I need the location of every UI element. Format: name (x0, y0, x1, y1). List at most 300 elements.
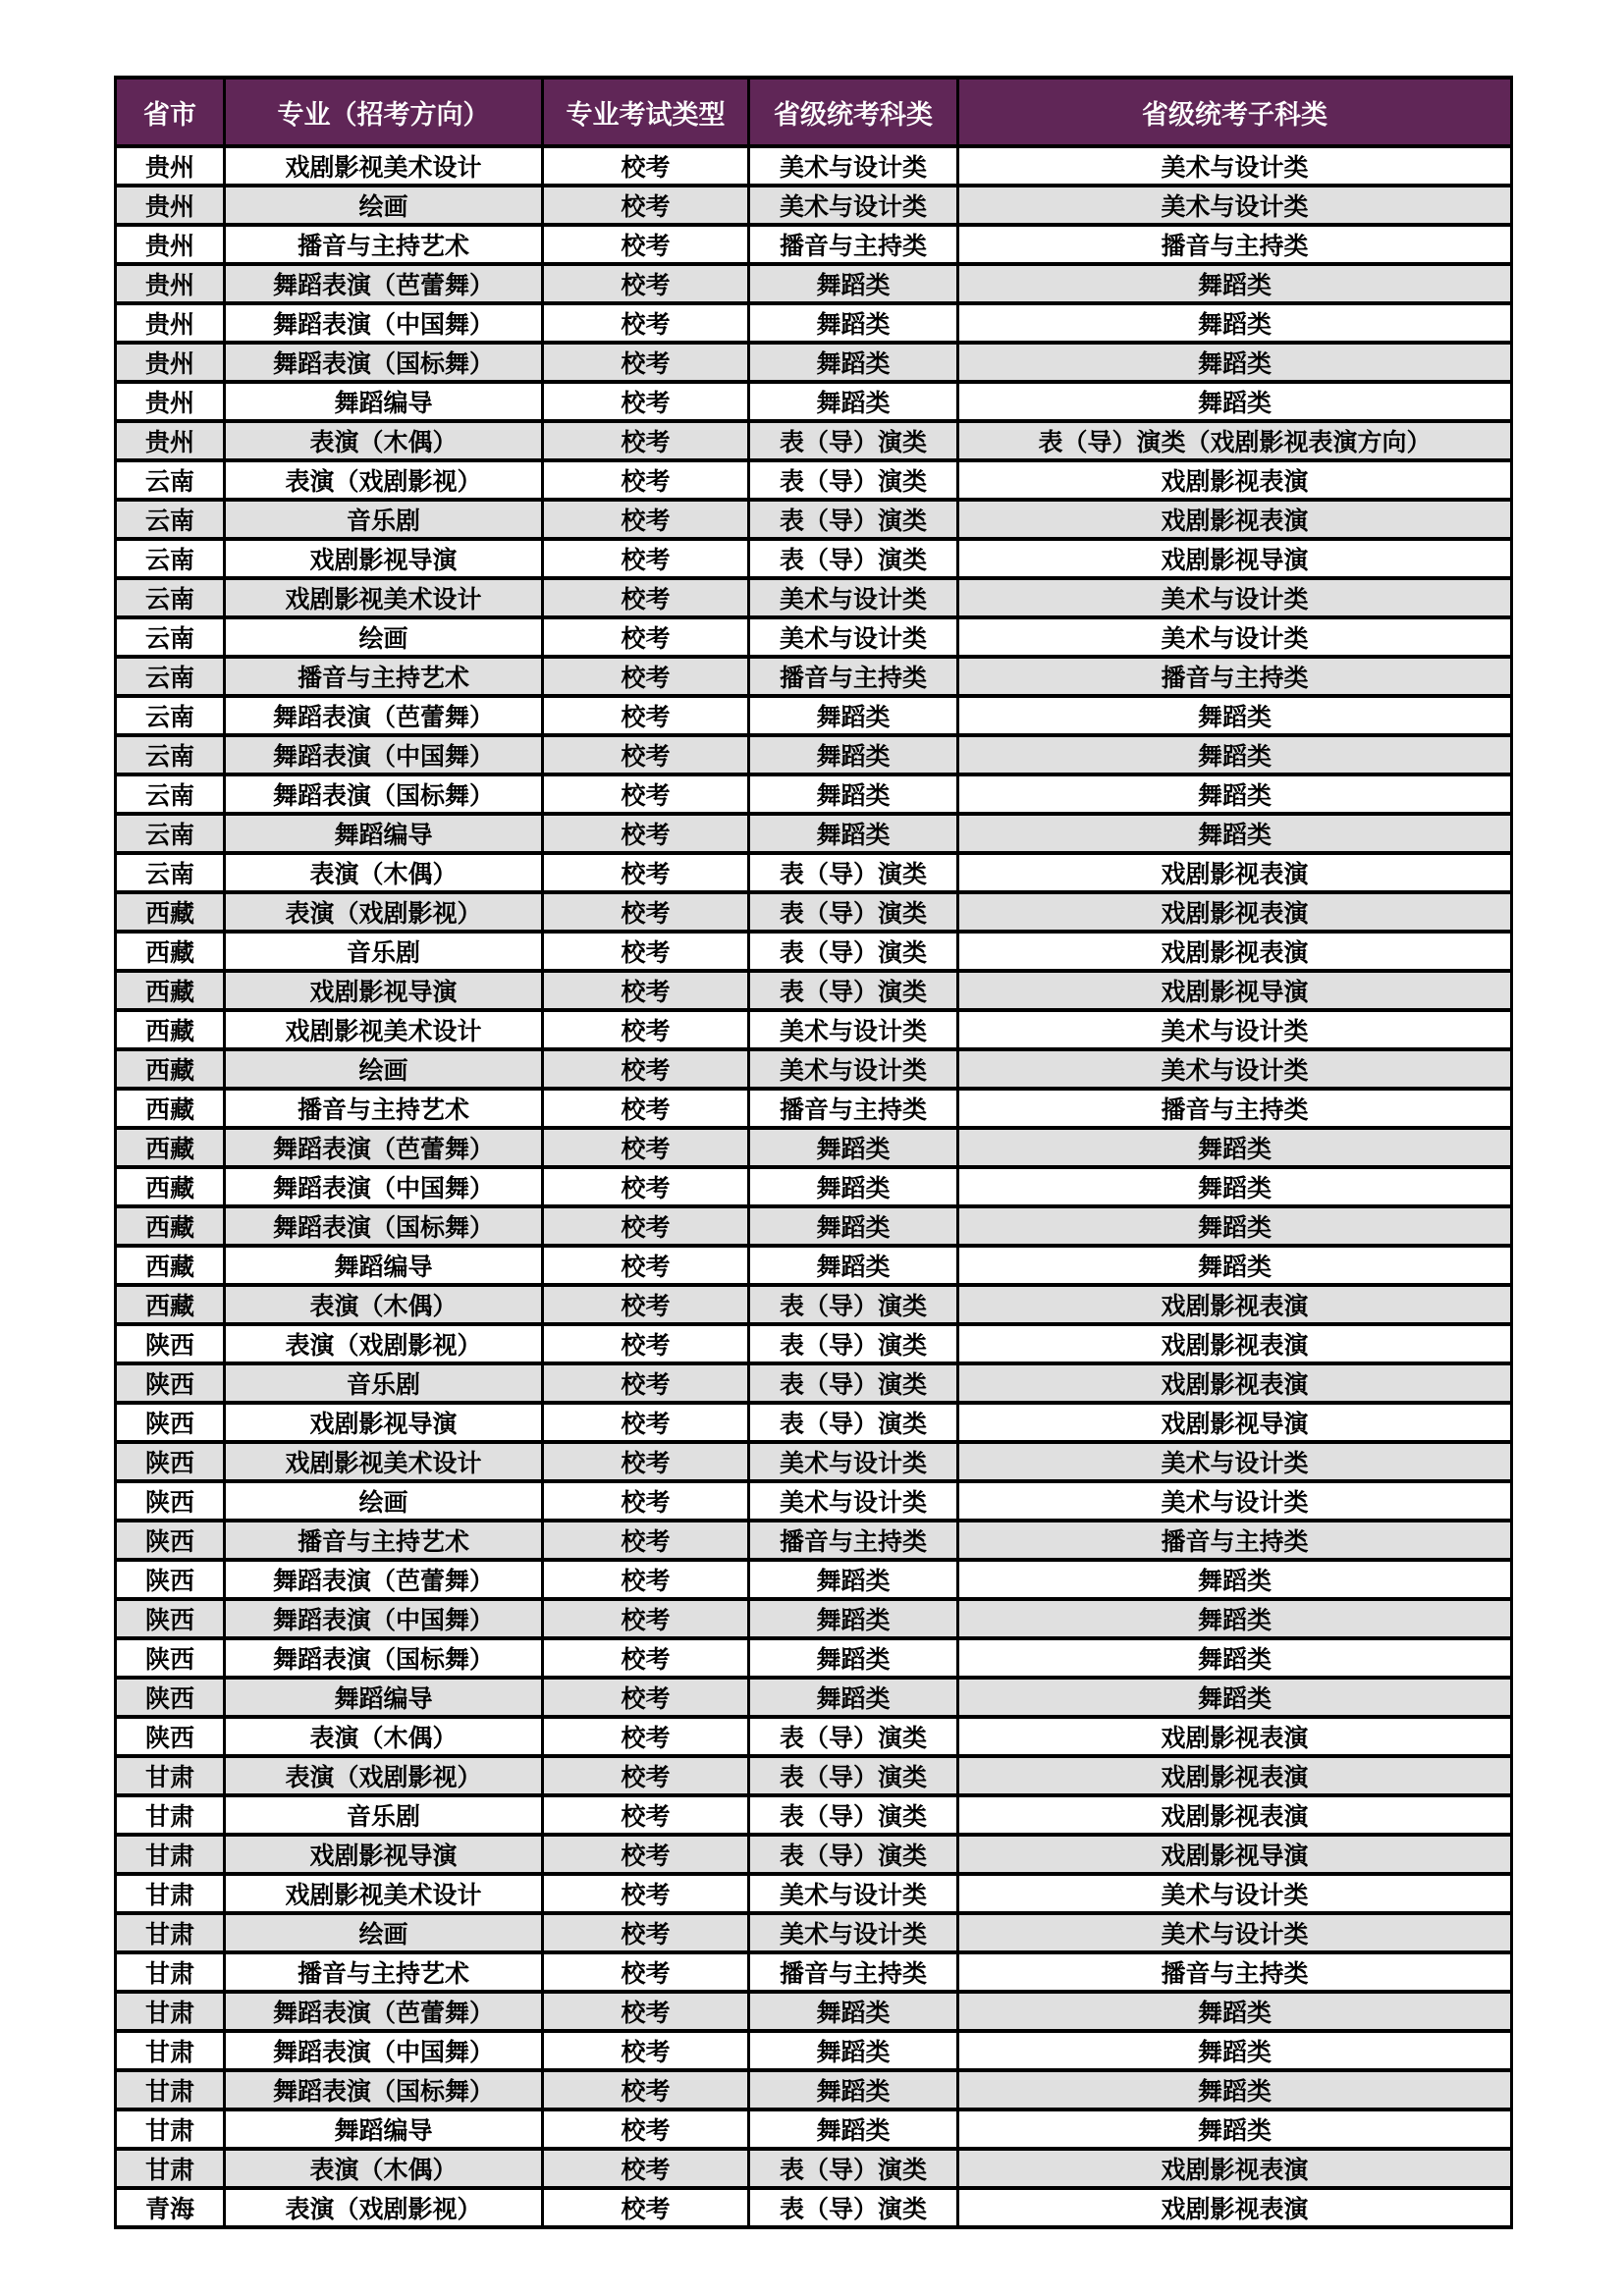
table-cell: 播音与主持类 (749, 225, 958, 264)
table-row (116, 1874, 1512, 1913)
table-cell: 戏剧影视导演 (958, 539, 1512, 578)
table-cell: 戏剧影视导演 (225, 1403, 543, 1442)
table-cell: 绘画 (225, 1481, 543, 1521)
table-row (116, 971, 1512, 1010)
table-row (116, 1246, 1512, 1285)
table-cell: 播音与主持艺术 (225, 657, 543, 696)
table-cell: 音乐剧 (225, 500, 543, 539)
table-row (116, 1678, 1512, 1717)
table-cell: 校考 (543, 696, 749, 735)
table-cell: 贵州 (116, 303, 225, 343)
table-cell: 舞蹈表演（芭蕾舞） (225, 696, 543, 735)
table-cell: 表（导）演类 (749, 2188, 958, 2227)
table-cell: 美术与设计类 (958, 1913, 1512, 1952)
table-cell: 舞蹈类 (749, 343, 958, 382)
table-cell: 绘画 (225, 1913, 543, 1952)
table-cell: 舞蹈类 (749, 1246, 958, 1285)
table-cell: 戏剧影视表演 (958, 500, 1512, 539)
table-cell: 陕西 (116, 1363, 225, 1403)
table-cell: 表（导）演类 (749, 1795, 958, 1835)
table-row (116, 814, 1512, 853)
table-cell: 陕西 (116, 1638, 225, 1678)
table-cell: 戏剧影视表演 (958, 892, 1512, 932)
table-cell: 舞蹈类 (749, 2070, 958, 2109)
table-cell: 校考 (543, 1599, 749, 1638)
table-cell: 校考 (543, 774, 749, 814)
column-header-unified-exam-category: 省级统考科类 (749, 78, 958, 146)
table-cell: 表（导）演类 (749, 971, 958, 1010)
table-cell: 西藏 (116, 1010, 225, 1049)
table-cell: 戏剧影视美术设计 (225, 1010, 543, 1049)
table-cell: 贵州 (116, 146, 225, 186)
table-row (116, 1560, 1512, 1599)
table-row (116, 1403, 1512, 1442)
table-cell: 校考 (543, 735, 749, 774)
table-cell: 绘画 (225, 1049, 543, 1089)
table-cell: 播音与主持艺术 (225, 1089, 543, 1128)
table-cell: 校考 (543, 2188, 749, 2227)
table-cell: 舞蹈类 (958, 1678, 1512, 1717)
table-cell: 舞蹈类 (749, 1992, 958, 2031)
table-row (116, 460, 1512, 500)
table-cell: 云南 (116, 774, 225, 814)
table-cell: 校考 (543, 382, 749, 421)
table-cell: 表（导）演类 (749, 853, 958, 892)
table-cell: 校考 (543, 1952, 749, 1992)
table-cell: 舞蹈类 (958, 1638, 1512, 1678)
table-cell: 云南 (116, 539, 225, 578)
table-cell: 校考 (543, 225, 749, 264)
table-cell: 表演（戏剧影视） (225, 460, 543, 500)
table-cell: 校考 (543, 1049, 749, 1089)
table-cell: 美术与设计类 (958, 1481, 1512, 1521)
table-cell: 舞蹈编导 (225, 814, 543, 853)
table-cell: 校考 (543, 1717, 749, 1756)
table-cell: 陕西 (116, 1442, 225, 1481)
table-cell: 校考 (543, 1481, 749, 1521)
table-cell: 校考 (543, 186, 749, 225)
table-cell: 表演（戏剧影视） (225, 1324, 543, 1363)
table-cell: 戏剧影视表演 (958, 2188, 1512, 2227)
table-cell: 戏剧影视导演 (958, 1835, 1512, 1874)
table-cell: 校考 (543, 264, 749, 303)
table-cell: 音乐剧 (225, 1363, 543, 1403)
table-row (116, 2149, 1512, 2188)
table-cell: 西藏 (116, 1089, 225, 1128)
table-cell: 校考 (543, 932, 749, 971)
table-cell: 戏剧影视导演 (225, 539, 543, 578)
table-cell: 表（导）演类 (749, 500, 958, 539)
table-cell: 贵州 (116, 382, 225, 421)
table-row (116, 1952, 1512, 1992)
table-cell: 戏剧影视表演 (958, 1756, 1512, 1795)
table-cell: 美术与设计类 (749, 1442, 958, 1481)
table-cell: 校考 (543, 460, 749, 500)
table-cell: 表（导）演类 (749, 460, 958, 500)
table-cell: 西藏 (116, 1246, 225, 1285)
table-cell: 校考 (543, 500, 749, 539)
column-header-exam-type: 专业考试类型 (543, 78, 749, 146)
table-row (116, 382, 1512, 421)
table-row (116, 539, 1512, 578)
table-cell: 戏剧影视表演 (958, 853, 1512, 892)
table-cell: 戏剧影视表演 (958, 932, 1512, 971)
table-row (116, 1324, 1512, 1363)
table-row (116, 1481, 1512, 1521)
table-cell: 表演（戏剧影视） (225, 892, 543, 932)
table-cell: 表（导）演类 (749, 2149, 958, 2188)
table-cell: 舞蹈类 (958, 1246, 1512, 1285)
table-cell: 绘画 (225, 617, 543, 657)
table-cell: 舞蹈类 (749, 264, 958, 303)
table-row (116, 1363, 1512, 1403)
table-cell: 戏剧影视表演 (958, 1324, 1512, 1363)
table-cell: 贵州 (116, 264, 225, 303)
table-cell: 表（导）演类 (749, 1285, 958, 1324)
table-cell: 舞蹈类 (958, 264, 1512, 303)
table-cell: 美术与设计类 (958, 1874, 1512, 1913)
table-cell: 舞蹈类 (749, 1678, 958, 1717)
table-row (116, 1049, 1512, 1089)
table-cell: 播音与主持类 (749, 1952, 958, 1992)
table-cell: 云南 (116, 500, 225, 539)
table-cell: 播音与主持艺术 (225, 1952, 543, 1992)
table-cell: 甘肃 (116, 1756, 225, 1795)
table-cell: 播音与主持类 (958, 1952, 1512, 1992)
table-cell: 校考 (543, 2149, 749, 2188)
table-cell: 甘肃 (116, 1992, 225, 2031)
table-cell: 校考 (543, 1089, 749, 1128)
table-cell: 舞蹈表演（国标舞） (225, 1206, 543, 1246)
table-cell: 校考 (543, 1992, 749, 2031)
table-cell: 校考 (543, 1835, 749, 1874)
table-cell: 校考 (543, 892, 749, 932)
table-cell: 舞蹈类 (749, 303, 958, 343)
table-cell: 舞蹈编导 (225, 1678, 543, 1717)
table-cell: 舞蹈类 (958, 1206, 1512, 1246)
table-row (116, 1010, 1512, 1049)
table-cell: 表演（木偶） (225, 2149, 543, 2188)
table-cell: 云南 (116, 696, 225, 735)
table-cell: 校考 (543, 814, 749, 853)
table-cell: 舞蹈表演（中国舞） (225, 1167, 543, 1206)
table-cell: 校考 (543, 2031, 749, 2070)
table-row (116, 2031, 1512, 2070)
table-cell: 贵州 (116, 186, 225, 225)
table-cell: 陕西 (116, 1521, 225, 1560)
table-row (116, 1756, 1512, 1795)
table-cell: 西藏 (116, 971, 225, 1010)
table-cell: 舞蹈类 (958, 1992, 1512, 2031)
table-row (116, 1521, 1512, 1560)
table-cell: 表（导）演类 (749, 932, 958, 971)
table-row (116, 1795, 1512, 1835)
table-row (116, 303, 1512, 343)
table-cell: 播音与主持类 (958, 225, 1512, 264)
table-row (116, 225, 1512, 264)
table-row (116, 696, 1512, 735)
table-cell: 舞蹈类 (958, 382, 1512, 421)
table-cell: 舞蹈类 (958, 2070, 1512, 2109)
table-cell: 舞蹈类 (958, 1128, 1512, 1167)
table-cell: 表演（木偶） (225, 1717, 543, 1756)
table-cell: 播音与主持类 (749, 1521, 958, 1560)
table-cell: 美术与设计类 (749, 146, 958, 186)
table-cell: 舞蹈类 (958, 735, 1512, 774)
table-cell: 舞蹈类 (958, 1167, 1512, 1206)
table-cell: 戏剧影视表演 (958, 1717, 1512, 1756)
table-cell: 舞蹈类 (958, 2109, 1512, 2149)
table-cell: 戏剧影视美术设计 (225, 578, 543, 617)
table-row (116, 1128, 1512, 1167)
table-cell: 绘画 (225, 186, 543, 225)
table-row (116, 617, 1512, 657)
table-cell: 西藏 (116, 1206, 225, 1246)
table-cell: 校考 (543, 1167, 749, 1206)
table-cell: 播音与主持类 (958, 657, 1512, 696)
table-cell: 舞蹈类 (749, 1206, 958, 1246)
table-row (116, 500, 1512, 539)
table-cell: 云南 (116, 657, 225, 696)
table-cell: 贵州 (116, 421, 225, 460)
table-cell: 戏剧影视导演 (958, 1403, 1512, 1442)
table-cell: 校考 (543, 1285, 749, 1324)
column-header-unified-exam-subcategory: 省级统考子科类 (958, 78, 1512, 146)
table-row (116, 1638, 1512, 1678)
table-row (116, 657, 1512, 696)
table-cell: 西藏 (116, 932, 225, 971)
table-cell: 陕西 (116, 1678, 225, 1717)
table-cell: 陕西 (116, 1324, 225, 1363)
table-row (116, 421, 1512, 460)
table-cell: 表（导）演类 (749, 1363, 958, 1403)
table-cell: 校考 (543, 303, 749, 343)
table-cell: 甘肃 (116, 1874, 225, 1913)
table-row (116, 853, 1512, 892)
table-cell: 表演（戏剧影视） (225, 2188, 543, 2227)
table-row (116, 1599, 1512, 1638)
table-cell: 表（导）演类 (749, 1717, 958, 1756)
table-row (116, 1913, 1512, 1952)
table-cell: 舞蹈类 (749, 696, 958, 735)
table-cell: 校考 (543, 421, 749, 460)
table-cell: 戏剧影视美术设计 (225, 1874, 543, 1913)
table-cell: 舞蹈类 (958, 343, 1512, 382)
table-cell: 甘肃 (116, 1795, 225, 1835)
column-header-province: 省市 (116, 78, 225, 146)
table-cell: 美术与设计类 (749, 186, 958, 225)
table-cell: 美术与设计类 (958, 146, 1512, 186)
table-cell: 校考 (543, 1442, 749, 1481)
table-cell: 音乐剧 (225, 932, 543, 971)
table-cell: 表演（戏剧影视） (225, 1756, 543, 1795)
table-cell: 校考 (543, 1324, 749, 1363)
table-row (116, 1167, 1512, 1206)
table-row (116, 146, 1512, 186)
table-cell: 云南 (116, 735, 225, 774)
table-cell: 播音与主持艺术 (225, 225, 543, 264)
table-cell: 表（导）演类 (749, 1324, 958, 1363)
table-cell: 舞蹈类 (958, 1599, 1512, 1638)
table-row (116, 1835, 1512, 1874)
table-cell: 校考 (543, 2109, 749, 2149)
table-cell: 表演（木偶） (225, 421, 543, 460)
table-row (116, 264, 1512, 303)
table-cell: 表（导）演类（戏剧影视表演方向） (958, 421, 1512, 460)
table-cell: 校考 (543, 1560, 749, 1599)
table-cell: 舞蹈类 (749, 2031, 958, 2070)
table-row (116, 186, 1512, 225)
table-cell: 美术与设计类 (749, 617, 958, 657)
table-cell: 校考 (543, 578, 749, 617)
table-cell: 云南 (116, 814, 225, 853)
table-cell: 美术与设计类 (749, 1010, 958, 1049)
table-row (116, 1089, 1512, 1128)
table-cell: 表（导）演类 (749, 1835, 958, 1874)
table-cell: 校考 (543, 1246, 749, 1285)
table-cell: 舞蹈表演（国标舞） (225, 1638, 543, 1678)
table-row (116, 343, 1512, 382)
table-row (116, 1717, 1512, 1756)
table-cell: 甘肃 (116, 2031, 225, 2070)
table-row (116, 892, 1512, 932)
table-cell: 西藏 (116, 1128, 225, 1167)
table-cell: 甘肃 (116, 2109, 225, 2149)
table-cell: 舞蹈类 (749, 1599, 958, 1638)
table-cell: 甘肃 (116, 2149, 225, 2188)
table-cell: 舞蹈表演（中国舞） (225, 735, 543, 774)
table-cell: 陕西 (116, 1560, 225, 1599)
table-cell: 校考 (543, 539, 749, 578)
table-cell: 舞蹈类 (749, 1128, 958, 1167)
table-container (114, 76, 1513, 2229)
column-header-major: 专业（招考方向） (225, 78, 543, 146)
table-cell: 校考 (543, 1795, 749, 1835)
table-cell: 表（导）演类 (749, 892, 958, 932)
table-cell: 舞蹈类 (958, 696, 1512, 735)
table-cell: 贵州 (116, 343, 225, 382)
table-cell: 美术与设计类 (749, 1913, 958, 1952)
table-cell: 舞蹈编导 (225, 1246, 543, 1285)
table-header-row (116, 78, 1512, 146)
table-cell: 西藏 (116, 892, 225, 932)
table-cell: 舞蹈表演（芭蕾舞） (225, 264, 543, 303)
table-cell: 舞蹈类 (749, 382, 958, 421)
table-cell: 舞蹈编导 (225, 382, 543, 421)
table-row (116, 578, 1512, 617)
table-cell: 表演（木偶） (225, 853, 543, 892)
table-cell: 陕西 (116, 1599, 225, 1638)
table-cell: 美术与设计类 (749, 1481, 958, 1521)
table-row (116, 2188, 1512, 2227)
table-row (116, 1285, 1512, 1324)
table-cell: 戏剧影视导演 (225, 1835, 543, 1874)
table-cell: 戏剧影视表演 (958, 1285, 1512, 1324)
table-cell: 舞蹈类 (749, 774, 958, 814)
table-cell: 舞蹈表演（中国舞） (225, 303, 543, 343)
table-cell: 舞蹈类 (749, 1560, 958, 1599)
table-cell: 甘肃 (116, 1913, 225, 1952)
table-cell: 戏剧影视导演 (958, 971, 1512, 1010)
table-cell: 校考 (543, 343, 749, 382)
table-cell: 戏剧影视表演 (958, 2149, 1512, 2188)
table-cell: 播音与主持类 (749, 657, 958, 696)
table-cell: 校考 (543, 1403, 749, 1442)
table-cell: 表演（木偶） (225, 1285, 543, 1324)
table-cell: 舞蹈类 (749, 2109, 958, 2149)
table-cell: 陕西 (116, 1481, 225, 1521)
table-cell: 舞蹈类 (749, 1167, 958, 1206)
table-cell: 舞蹈类 (958, 774, 1512, 814)
table-cell: 美术与设计类 (958, 1442, 1512, 1481)
table-cell: 校考 (543, 1206, 749, 1246)
table-cell: 校考 (543, 1521, 749, 1560)
table-row (116, 1442, 1512, 1481)
table-cell: 播音与主持艺术 (225, 1521, 543, 1560)
table-row (116, 1206, 1512, 1246)
table-cell: 校考 (543, 657, 749, 696)
table-row (116, 774, 1512, 814)
table-cell: 舞蹈编导 (225, 2109, 543, 2149)
table-cell: 舞蹈表演（中国舞） (225, 1599, 543, 1638)
table-cell: 舞蹈类 (958, 814, 1512, 853)
table-cell: 校考 (543, 853, 749, 892)
table-cell: 云南 (116, 578, 225, 617)
table-cell: 舞蹈表演（芭蕾舞） (225, 1128, 543, 1167)
table-cell: 贵州 (116, 225, 225, 264)
table-cell: 播音与主持类 (958, 1089, 1512, 1128)
table-cell: 校考 (543, 146, 749, 186)
table-cell: 舞蹈表演（国标舞） (225, 343, 543, 382)
table-cell: 美术与设计类 (958, 1049, 1512, 1089)
table-cell: 戏剧影视表演 (958, 460, 1512, 500)
table-row (116, 2109, 1512, 2149)
table-row (116, 1992, 1512, 2031)
table-cell: 舞蹈表演（中国舞） (225, 2031, 543, 2070)
table-cell: 播音与主持类 (958, 1521, 1512, 1560)
table-cell: 云南 (116, 617, 225, 657)
table-cell: 表（导）演类 (749, 539, 958, 578)
table-cell: 播音与主持类 (749, 1089, 958, 1128)
table-cell: 美术与设计类 (749, 1874, 958, 1913)
table-cell: 舞蹈类 (749, 1638, 958, 1678)
table-body (116, 146, 1512, 2227)
table-cell: 舞蹈类 (749, 735, 958, 774)
table-cell: 青海 (116, 2188, 225, 2227)
table-cell: 甘肃 (116, 1835, 225, 1874)
table-cell: 校考 (543, 617, 749, 657)
table-cell: 戏剧影视美术设计 (225, 1442, 543, 1481)
table-cell: 表（导）演类 (749, 1403, 958, 1442)
table-cell: 校考 (543, 2070, 749, 2109)
table-cell: 美术与设计类 (958, 578, 1512, 617)
table-cell: 舞蹈类 (958, 1560, 1512, 1599)
table-cell: 戏剧影视美术设计 (225, 146, 543, 186)
exam-category-table (114, 76, 1513, 2229)
table-row (116, 735, 1512, 774)
table-cell: 舞蹈类 (958, 303, 1512, 343)
table-cell: 美术与设计类 (958, 186, 1512, 225)
table-cell: 校考 (543, 1010, 749, 1049)
table-cell: 舞蹈表演（芭蕾舞） (225, 1560, 543, 1599)
table-cell: 美术与设计类 (958, 617, 1512, 657)
table-cell: 舞蹈表演（芭蕾舞） (225, 1992, 543, 2031)
table-cell: 陕西 (116, 1717, 225, 1756)
table-cell: 美术与设计类 (958, 1010, 1512, 1049)
table-row (116, 2070, 1512, 2109)
table-row (116, 932, 1512, 971)
table-cell: 表（导）演类 (749, 421, 958, 460)
